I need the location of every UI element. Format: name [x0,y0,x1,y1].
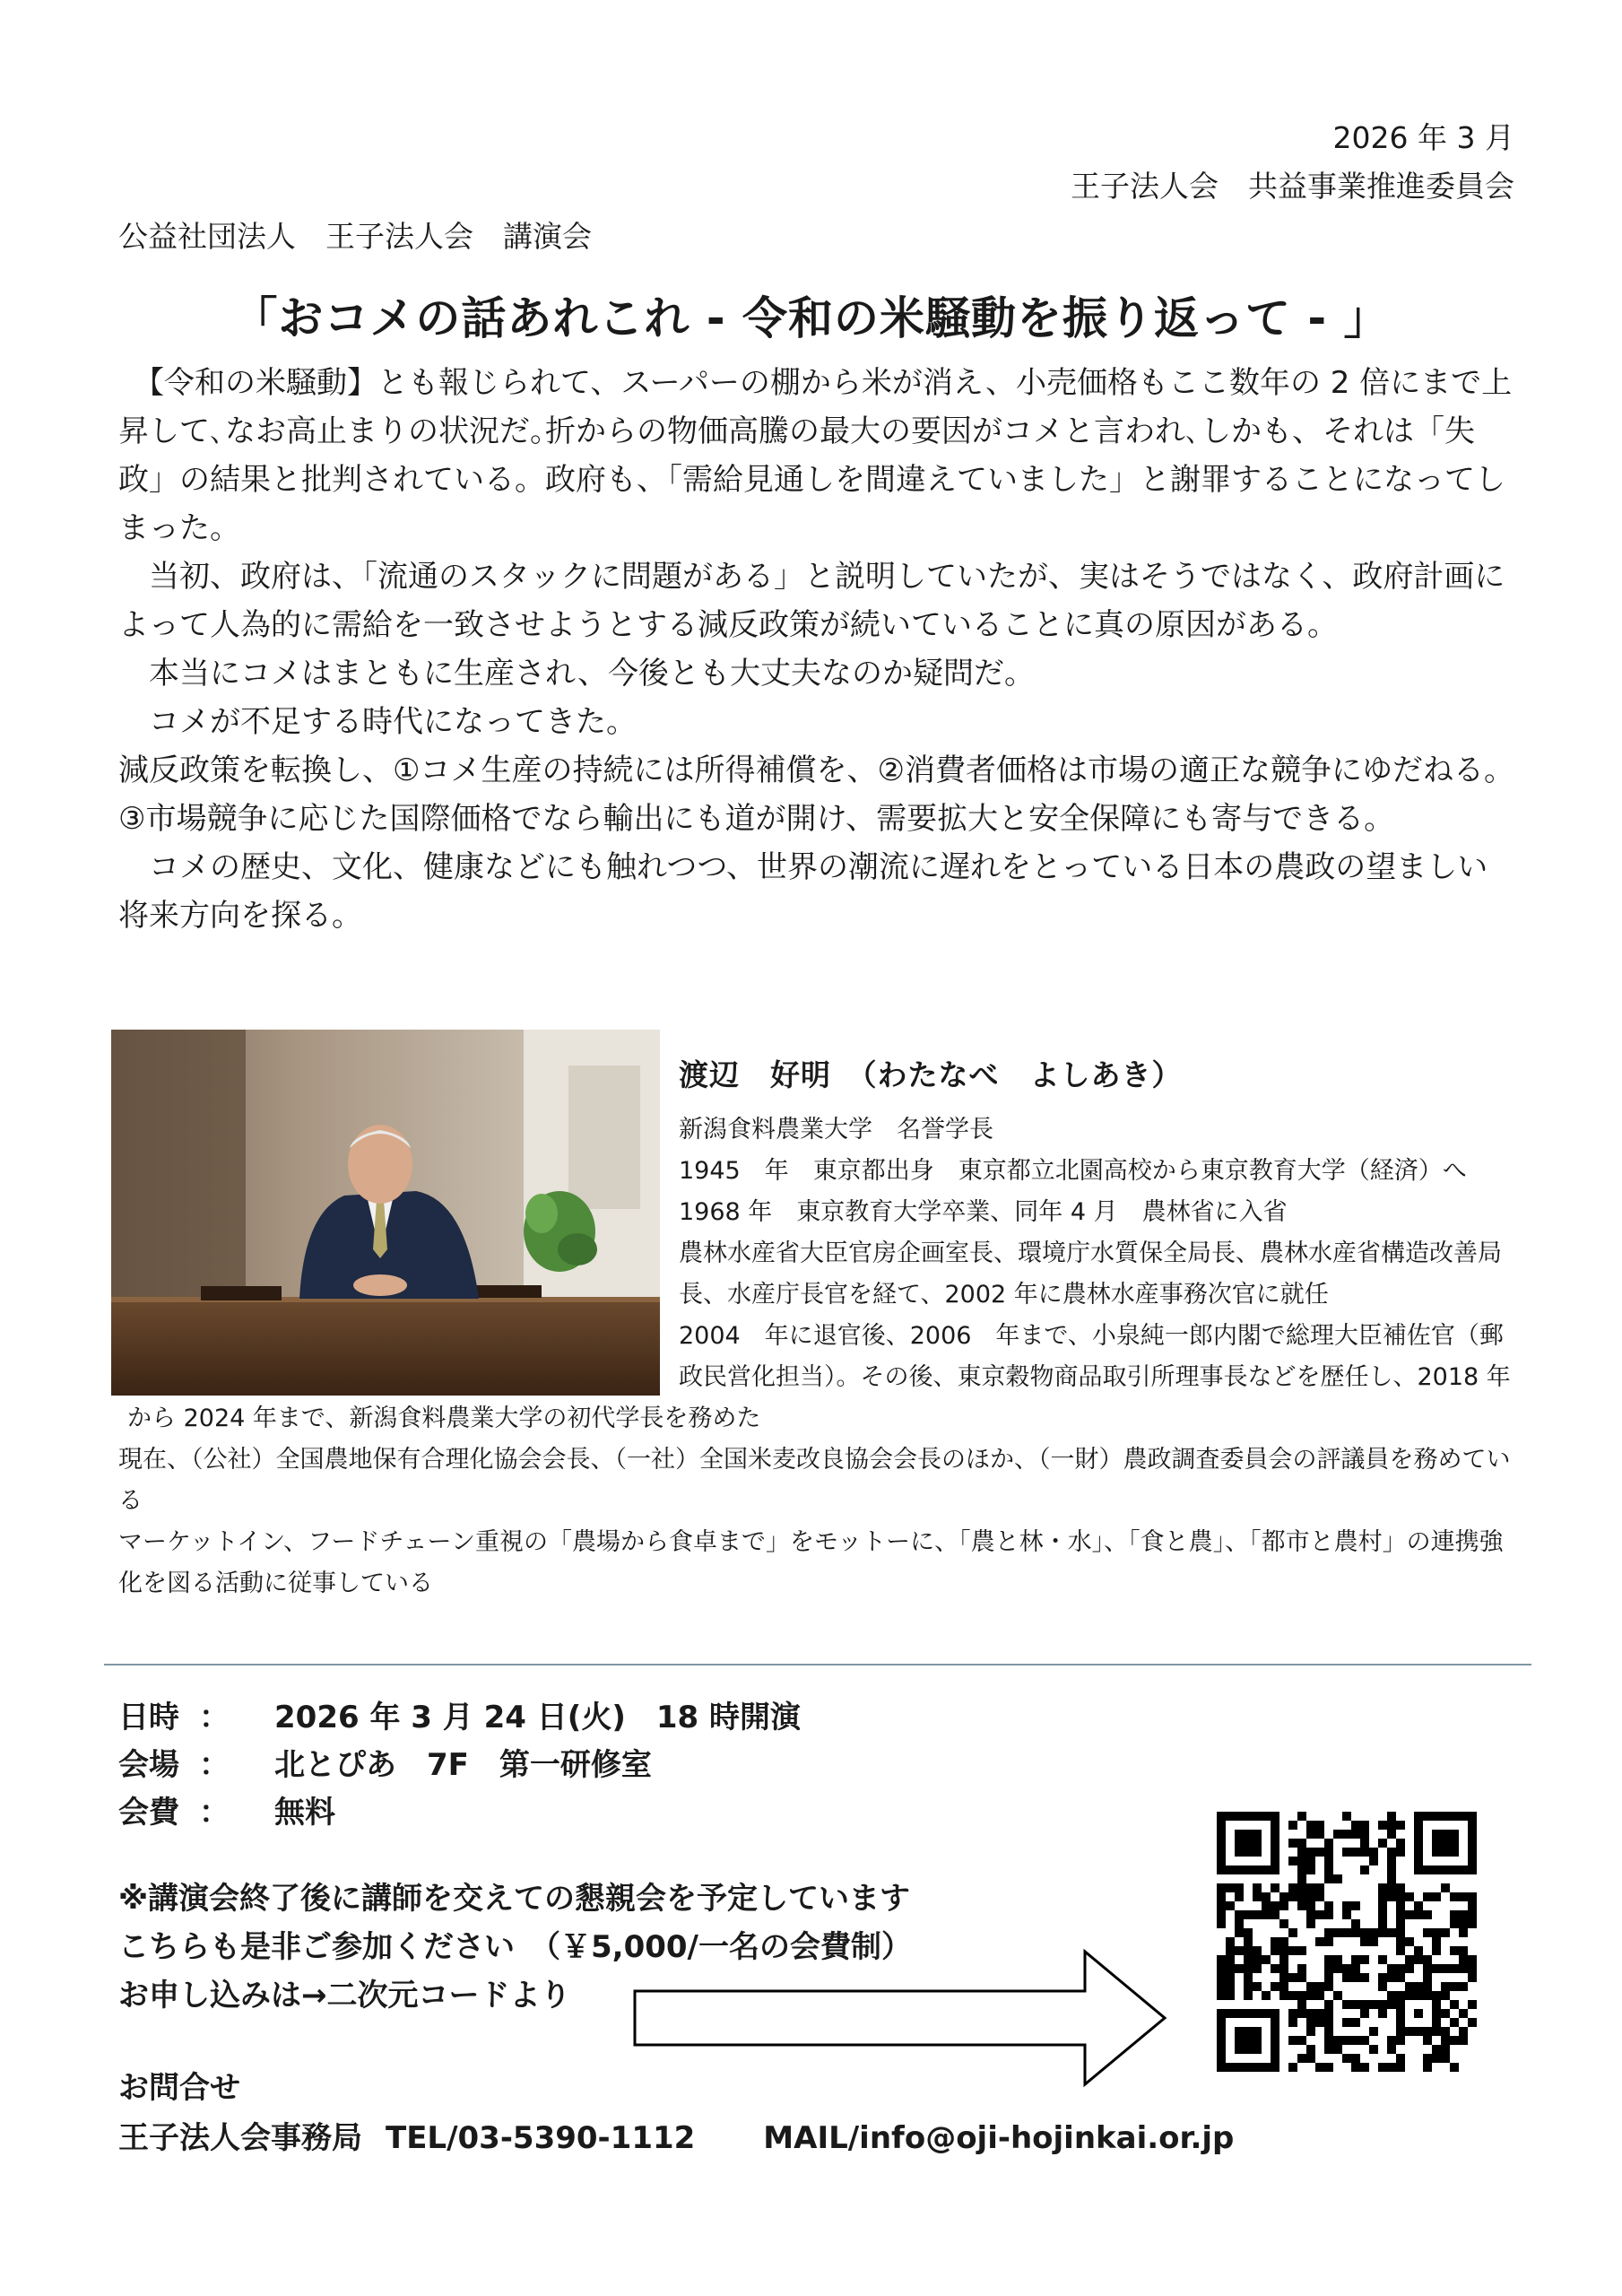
bio-line: 1945 年 東京都出身 東京都立北園高校から東京教育大学（経済）へ [679,1157,1467,1185]
detail-colon: ： [199,1747,230,1783]
event-date-row [118,1695,801,1740]
speaker-title: 新潟食料農業大学 名誉学長 [679,1116,993,1144]
speaker-name: 渡辺 好明 （わたなべ よしあき） [679,1057,1183,1092]
contact-line [118,2113,1234,2163]
intro-text [118,359,1517,940]
committee-name: 王子法人会 共益事業推進委員会 [1071,169,1514,204]
contact-tel[interactable]: TEL/03-5390-1112 [386,2120,696,2156]
detail-colon: ： [199,1700,230,1735]
detail-value: 無料 [274,1795,335,1831]
note-line: ※講演会終了後に講師を交えての懇親会を予定しています [118,1881,911,1917]
detail-colon: ： [199,1795,230,1831]
detail-label: 会費 [118,1795,179,1831]
speaker-bio [118,1054,1517,1605]
intro-paragraph: 本当にコメはまともに生産され、今後とも大丈夫なのか疑問だ。 [118,656,1036,691]
contact-heading: お問合せ [118,2070,240,2106]
detail-label: 会場 [118,1747,179,1783]
bio-line: 農林水産省大臣官房企画室長、環境庁水質保全局長、農林水産省構造改善局長、水産庁長官を経て、2002 年に農林水産事務次官に就任 [679,1239,1502,1309]
bio-line: マーケットイン、フードチェーン重視の「農場から食卓まで」をモットーに、「農と林・水」、「食と農」、「都市と農村」の連携強化を図る活動に従事している [118,1528,1504,1597]
intro-paragraph: コメが不足する時代になってきた。 [118,704,637,740]
detail-label: 日時 [118,1700,179,1735]
intro-paragraph: 減反政策を転換し、①コメ生産の持続には所得補償を、②消費者価格は市場の適正な競争にゆだねる。③市場競争に応じた国際価格でなら輸出にも道が開け、需要拡大と安全保障にも寄与できる。 [118,752,1514,837]
intro-paragraph: コメの歴史、文化、健康などにも触れつつ、世界の潮流に遅れをとっている日本の農政の望ましい将来方向を探る。 [118,849,1488,934]
note-line: こちらも是非ご参加ください （￥5,000/一名の会費制） [118,1929,912,1965]
bio-line: 2004 年に退官後、2006 年まで、小泉純一郎内閣で総理大臣補佐官（郵政民営化担当）。その後、東京穀物商品取引所理事長などを歴任し、2018 年から 2024 年まで、新潟食料農業大学の初代学長を務めた [127,1322,1511,1432]
detail-value: 北とぴあ 7F 第一研修室 [274,1747,652,1783]
contact-mail[interactable]: MAIL/info@oji-hojinkai.or.jp [763,2120,1235,2156]
contact-office: 王子法人会事務局 [118,2120,362,2156]
organizer-line: 公益社団法人 王子法人会 講演会 [118,219,592,254]
note-line: お申し込みは→二次元コードより [118,1978,571,2013]
lecture-title: 「おコメの話あれこれ - 令和の米騒動を振り返って - 」 [232,292,1390,344]
event-fee-row [118,1790,335,1835]
detail-value: 2026 年 3 月 24 日(火) 18 時開演 [274,1700,802,1735]
intro-paragraph: 【令和の米騒動】とも報じられて、スーパーの棚から米が消え、小売価格もここ数年の 2 倍にまで上昇して､なお高止まりの状況だ｡折からの物価高騰の最大の要因がコメと言われ､しかも、それは「失政」の結果と批判されている。政府も、「需給見通しを間違えていました」と謝罪することになってしまった。 [118,365,1513,546]
bio-line: 現在、（公社）全国農地保有合理化協会会長、（一社）全国米麦改良協会会長のほか、（一財）農政調査委員会の評議員を務めている [118,1446,1511,1515]
event-venue-row [118,1743,652,1787]
bio-line: 1968 年 東京教育大学卒業、同年 4 月 農林省に入省 [679,1198,1288,1226]
section-divider [104,1664,1531,1665]
intro-paragraph: 当初、政府は、「流通のスタックに問題がある」と説明していたが、実はそうではなく、政府計画によって人為的に需給を一致させようとする減反政策が続いていることに真の原因がある。 [118,559,1505,643]
issue-date: 2026 年 3 月 [1332,120,1514,155]
contact-block [118,2063,1234,2163]
qr-code[interactable] [1217,1812,1477,2075]
